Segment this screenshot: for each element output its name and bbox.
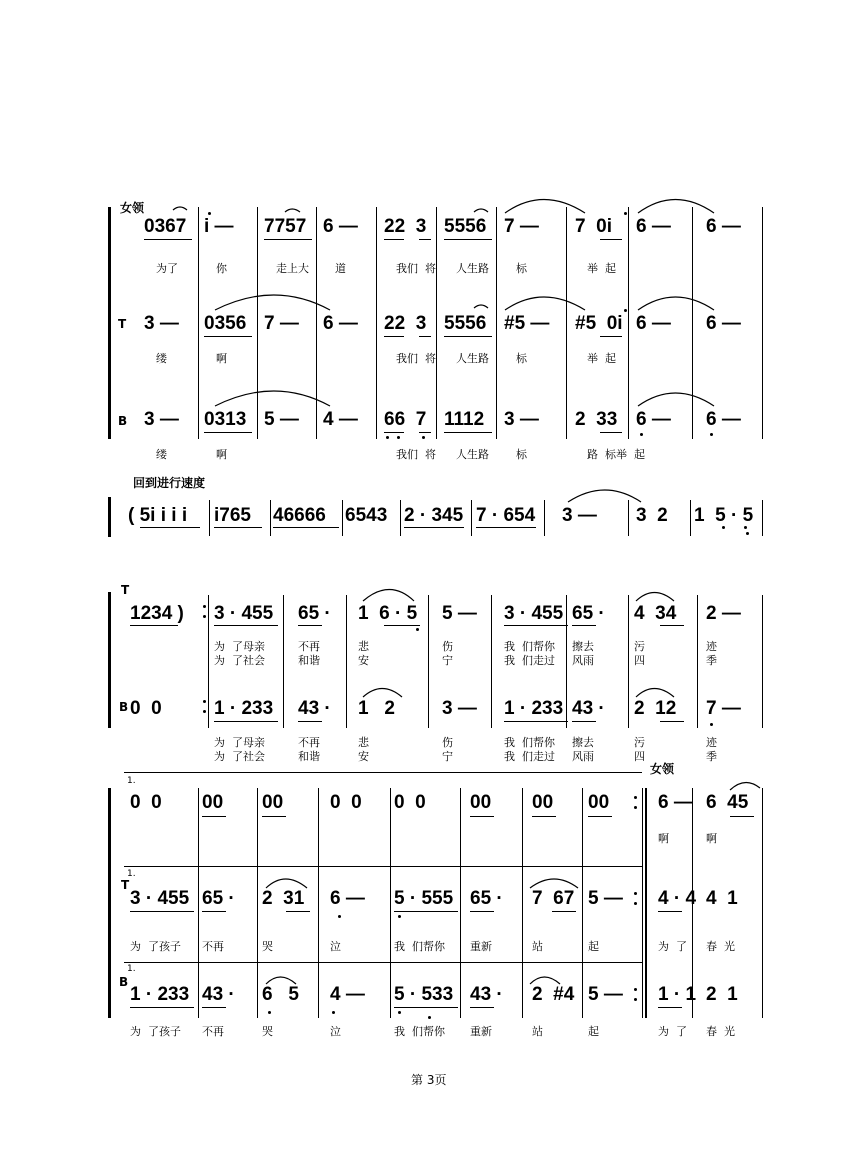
bass-lyric: 缕 — [156, 448, 167, 461]
soprano-note: 5556 — [444, 216, 487, 237]
soprano-note: 6 — — [658, 792, 693, 813]
melody-note: 3 — — [562, 505, 597, 526]
slur — [636, 689, 674, 698]
soprano-note: i — — [204, 216, 234, 237]
bass-lyric-verse-2: 四 — [634, 750, 645, 763]
tenor-lyric: 缕 — [156, 352, 167, 365]
slur — [266, 977, 296, 984]
bass-note: 5 — — [588, 984, 623, 1005]
bass-lyric-verse-1: 污 — [634, 736, 645, 749]
slur — [505, 297, 585, 310]
soprano-note: 00 — [532, 792, 554, 813]
bass-lyric-verse-1: 我 们帮你 — [504, 736, 555, 749]
tenor-lyric: 人生路 — [456, 352, 489, 365]
bass-note: 43 · — [470, 984, 503, 1005]
melody-note: 6543 — [345, 505, 388, 526]
bass-lyric-verse-2: 安 — [358, 750, 369, 763]
slur — [474, 209, 488, 212]
tenor-note: 3 · 455 — [214, 603, 274, 624]
slur — [363, 590, 414, 602]
tenor-lyric-verse-2: 季 — [706, 654, 717, 667]
tenor-lyric: 为 了孩子 — [130, 940, 181, 953]
tenor-label: T — [121, 878, 130, 892]
tenor-note: 65 · — [298, 603, 331, 624]
slur — [363, 689, 402, 698]
tenor-note: #5 — — [504, 313, 550, 334]
bass-lyric: 为 了孩子 — [130, 1025, 181, 1038]
tenor-note: 5556 — [444, 313, 487, 334]
tenor-lyric-verse-2: 四 — [634, 654, 645, 667]
slur — [215, 391, 330, 406]
slur — [638, 297, 714, 310]
soprano-lyric: 你 — [216, 262, 227, 275]
bass-note: 6 5 — [262, 984, 299, 1005]
bass-lyric: 我 们帮你 — [394, 1025, 445, 1038]
tenor-lyric: 为 了 — [658, 940, 687, 953]
soprano-note: 7 0i — [575, 216, 612, 237]
slur — [285, 209, 300, 212]
bass-note: 66 7 — [384, 409, 427, 430]
bass-lyric-verse-1: 伤 — [442, 736, 453, 749]
bass-lyric: 为 了 — [658, 1025, 687, 1038]
soprano-lyric: 道 — [335, 262, 346, 275]
soprano-note: 00 — [470, 792, 492, 813]
tenor-lyric-verse-1: 擦去 — [572, 640, 594, 653]
bass-label: B — [119, 975, 129, 989]
tenor-note: 2 31 — [262, 888, 305, 909]
bass-note: 1 · 233 — [214, 698, 274, 719]
bass-lyric-verse-1: 为 了母亲 — [214, 736, 265, 749]
bass-note: 3 — — [442, 698, 477, 719]
melody-note: i765 — [214, 505, 251, 526]
soprano-note: 0 0 — [394, 792, 426, 813]
bass-lyric: 春 光 — [706, 1025, 735, 1038]
bass-note: 43 · — [202, 984, 235, 1005]
bass-label: B — [118, 414, 128, 428]
tenor-note: 0356 — [204, 313, 247, 334]
soprano-note: 6 — — [706, 216, 741, 237]
tenor-note: 65 · — [470, 888, 503, 909]
bass-lyric-verse-2: 和谐 — [298, 750, 320, 763]
tenor-note: 1 6 · 5 — [358, 603, 418, 624]
slur — [266, 879, 307, 888]
tenor-lyric-verse-2: 安 — [358, 654, 369, 667]
soprano-lyric: 走上大 — [276, 262, 309, 275]
soprano-note: 0 0 — [130, 792, 162, 813]
bass-lyric-verse-2: 宁 — [442, 750, 453, 763]
soprano-note: 7 — — [504, 216, 539, 237]
soprano-lyric: 我们 将 — [396, 262, 436, 275]
bass-lyric: 我们 将 — [396, 448, 436, 461]
bass-lyric: 路 标举 起 — [587, 448, 645, 461]
soprano-note: 0367 — [144, 216, 187, 237]
volta-1-label: 1. — [127, 869, 136, 879]
tenor-lyric: 我 们帮你 — [394, 940, 445, 953]
tenor-lyric: 我们 将 — [396, 352, 436, 365]
tenor-lyric-verse-1: 污 — [634, 640, 645, 653]
tenor-note: 3 · 455 — [130, 888, 190, 909]
bass-lyric: 人生路 — [456, 448, 489, 461]
tenor-lyric-verse-1: 迹 — [706, 640, 717, 653]
melody-note: 46666 — [273, 505, 326, 526]
bass-note: 2 33 — [575, 409, 618, 430]
slur — [568, 490, 641, 502]
slur — [638, 393, 714, 406]
female-lead-label: 女领 — [650, 762, 675, 776]
bass-lyric: 泣 — [330, 1025, 341, 1038]
bass-lyric: 啊 — [216, 448, 227, 461]
soprano-note: 6 — — [323, 216, 358, 237]
tenor-note: 4 1 — [706, 888, 738, 909]
soprano-note: 00 — [588, 792, 610, 813]
slur — [215, 295, 330, 310]
soprano-lyric: 啊 — [658, 832, 669, 845]
tenor-label: T — [118, 317, 127, 331]
bass-note: 6 — — [706, 409, 741, 430]
bass-note: 0313 — [204, 409, 247, 430]
tenor-note: 3 · 455 — [504, 603, 564, 624]
tenor-note: #5 0i — [575, 313, 623, 334]
bass-lyric-verse-1: 不再 — [298, 736, 320, 749]
bass-note: 1 · 233 — [504, 698, 564, 719]
soprano-lyric: 啊 — [706, 832, 717, 845]
bass-note: 3 — — [504, 409, 539, 430]
tenor-lyric: 哭 — [262, 940, 273, 953]
bass-note: 0 0 — [130, 698, 162, 719]
tenor-lyric-verse-2: 为 了社会 — [214, 654, 265, 667]
bass-note: 4 — — [330, 984, 365, 1005]
bass-lyric: 不再 — [202, 1025, 224, 1038]
tenor-note: 1234 ) — [130, 603, 184, 624]
soprano-note: 0 0 — [330, 792, 362, 813]
tenor-note: 4 · 4 — [658, 888, 697, 909]
tenor-lyric: 春 光 — [706, 940, 735, 953]
tenor-lyric: 重新 — [470, 940, 492, 953]
bass-lyric-verse-2: 季 — [706, 750, 717, 763]
bass-lyric-verse-2: 为 了社会 — [214, 750, 265, 763]
tenor-note: 6 — — [706, 313, 741, 334]
soprano-note: 6 — — [636, 216, 671, 237]
soprano-lyric: 举 起 — [587, 262, 616, 275]
tenor-note: 6 — — [323, 313, 358, 334]
volta-1-label: 1. — [127, 776, 136, 786]
bass-note: 3 — — [144, 409, 179, 430]
soprano-note: 22 3 — [384, 216, 427, 237]
slur — [173, 207, 187, 210]
female-lead-label: 女领 — [120, 201, 145, 215]
melody-note: ( 5i i i i — [128, 505, 188, 526]
tenor-note: 7 — — [264, 313, 299, 334]
tenor-note: 3 — — [144, 313, 179, 334]
tempo-marking: 回到进行速度 — [133, 476, 206, 490]
tenor-lyric: 啊 — [216, 352, 227, 365]
tenor-lyric-verse-2: 宁 — [442, 654, 453, 667]
tenor-lyric-verse-1: 悲 — [358, 640, 369, 653]
slur — [730, 782, 760, 790]
tenor-lyric: 举 起 — [587, 352, 616, 365]
bass-note: 2 1 — [706, 984, 738, 1005]
slur — [530, 977, 560, 984]
bass-lyric: 标 — [516, 448, 527, 461]
tenor-note: 5 — — [588, 888, 623, 909]
tenor-lyric-verse-2: 和谐 — [298, 654, 320, 667]
melody-note: 3 2 — [636, 505, 668, 526]
bass-lyric: 起 — [588, 1025, 599, 1038]
slur — [474, 305, 488, 308]
bass-note: 1 · 233 — [130, 984, 190, 1005]
tenor-lyric-verse-2: 我 们走过 — [504, 654, 555, 667]
tenor-note: 65 · — [202, 888, 235, 909]
bass-note: 1 2 — [358, 698, 395, 719]
bass-note: 4 — — [323, 409, 358, 430]
volta-1-label: 1. — [127, 964, 136, 974]
slur — [638, 200, 714, 214]
tenor-note: 22 3 — [384, 313, 427, 334]
tenor-note: 4 34 — [634, 603, 677, 624]
bass-lyric-verse-1: 擦去 — [572, 736, 594, 749]
bass-note: 5 — — [264, 409, 299, 430]
melody-note: 1 5 · 5 — [694, 505, 754, 526]
bass-note: 2 #4 — [532, 984, 575, 1005]
bass-note: 7 — — [706, 698, 741, 719]
tenor-lyric: 站 — [532, 940, 543, 953]
bass-lyric-verse-1: 迹 — [706, 736, 717, 749]
slur — [530, 879, 578, 888]
tenor-note: 5 · 555 — [394, 888, 454, 909]
soprano-lyric: 标 — [516, 262, 527, 275]
bass-note: 6 — — [636, 409, 671, 430]
tenor-lyric: 不再 — [202, 940, 224, 953]
bass-note: 1 · 1 — [658, 984, 697, 1005]
tenor-note: 2 — — [706, 603, 741, 624]
tenor-lyric-verse-1: 伤 — [442, 640, 453, 653]
bass-label: B — [119, 700, 129, 714]
tenor-note: 65 · — [572, 603, 605, 624]
tenor-note: 7 67 — [532, 888, 575, 909]
tenor-lyric: 泣 — [330, 940, 341, 953]
bass-lyric-verse-2: 风雨 — [572, 750, 594, 763]
bass-lyric: 站 — [532, 1025, 543, 1038]
slur — [505, 200, 585, 214]
bass-lyric: 重新 — [470, 1025, 492, 1038]
tenor-lyric: 标 — [516, 352, 527, 365]
bass-note: 5 · 533 — [394, 984, 454, 1005]
tenor-lyric-verse-2: 风雨 — [572, 654, 594, 667]
bass-lyric-verse-2: 我 们走过 — [504, 750, 555, 763]
bass-lyric-verse-1: 悲 — [358, 736, 369, 749]
soprano-note: 6 45 — [706, 792, 749, 813]
melody-note: 2 · 345 — [404, 505, 464, 526]
bass-lyric: 哭 — [262, 1025, 273, 1038]
soprano-note: 00 — [262, 792, 284, 813]
tenor-lyric-verse-1: 不再 — [298, 640, 320, 653]
bass-note: 43 · — [298, 698, 331, 719]
tenor-lyric-verse-1: 为 了母亲 — [214, 640, 265, 653]
tenor-lyric: 起 — [588, 940, 599, 953]
tenor-note: 5 — — [442, 603, 477, 624]
page-number: 第 3页 — [411, 1073, 447, 1087]
tenor-label: T — [121, 583, 130, 597]
tenor-note: 6 — — [330, 888, 365, 909]
bass-note: 1112 — [444, 409, 485, 430]
tenor-lyric-verse-1: 我 们帮你 — [504, 640, 555, 653]
soprano-lyric: 人生路 — [456, 262, 489, 275]
tenor-note: 6 — — [636, 313, 671, 334]
soprano-note: 00 — [202, 792, 224, 813]
soprano-lyric: 为了 — [156, 262, 178, 275]
melody-note: 7 · 654 — [476, 505, 536, 526]
bass-note: 43 · — [572, 698, 605, 719]
bass-note: 2 12 — [634, 698, 677, 719]
slur — [636, 593, 674, 602]
soprano-note: 7757 — [264, 216, 307, 237]
